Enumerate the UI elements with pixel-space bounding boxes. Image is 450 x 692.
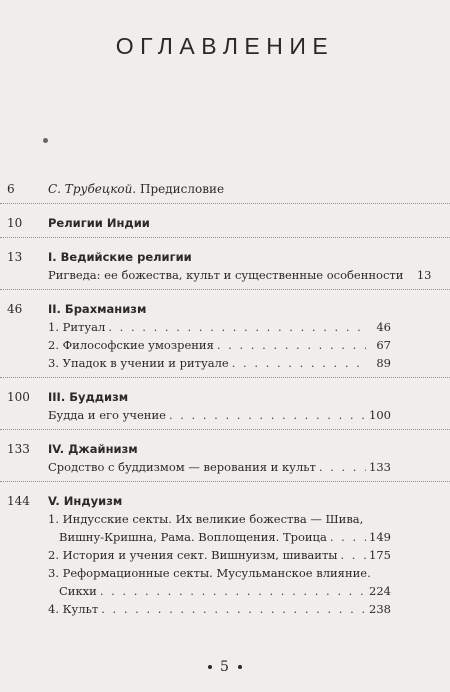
leader-dots <box>319 458 366 476</box>
toc-entry[interactable] <box>0 582 450 600</box>
toc-entry[interactable] <box>0 336 450 354</box>
entry-label: Ригведа: ее божества, культ и существенные особенности <box>48 268 404 282</box>
page-footer <box>0 659 450 675</box>
section-heading: II. Брахманизм <box>48 302 147 316</box>
section-page-number: 133 <box>7 442 30 456</box>
entry-page-number: 13 <box>416 268 432 282</box>
section-page-number: 100 <box>7 390 30 404</box>
toc-section-brahmanism[interactable] <box>0 300 450 318</box>
section-divider <box>0 429 450 431</box>
section-heading: V. Индуизм <box>48 494 123 508</box>
section-divider <box>0 289 450 291</box>
section-page-number: 6 <box>7 182 15 196</box>
leader-dots <box>217 336 366 354</box>
toc-section-religions-of-india[interactable] <box>0 214 450 232</box>
toc-entry[interactable] <box>0 266 450 284</box>
toc-entry[interactable] <box>0 406 450 424</box>
section-page-number: 144 <box>7 494 30 508</box>
entry-page-number: 100 <box>369 408 391 422</box>
section-page-number: 46 <box>7 302 23 316</box>
entry-page-number: 133 <box>369 460 391 474</box>
section-divider <box>0 237 450 239</box>
toc-section-vedic[interactable] <box>0 248 450 266</box>
entry-label: Сикхи <box>59 584 97 598</box>
entry-page-number: 175 <box>369 548 391 562</box>
leader-dots <box>232 354 366 372</box>
entry-label: 2. История и учения сект. Вишнуизм, шиваиты <box>48 548 338 562</box>
leader-dots <box>340 546 366 564</box>
toc-entry[interactable] <box>0 546 450 564</box>
entry-label: 3. Упадок в учении и ритуале <box>48 356 229 370</box>
toc-section-jainism[interactable] <box>0 440 450 458</box>
entry-label: Сродство с буддизмом — верования и культ <box>48 460 316 474</box>
section-page-number: 10 <box>7 216 23 230</box>
section-page-number: 13 <box>7 250 23 264</box>
page-title: ОГЛАВЛЕНИЕ <box>115 33 335 59</box>
section-divider <box>0 203 450 205</box>
section-heading: Религии Индии <box>48 216 150 230</box>
entry-page-number: 149 <box>369 530 391 544</box>
entry-label: 2. Философские умозрения <box>48 338 214 352</box>
leader-dots <box>108 318 366 336</box>
section-heading: III. Буддизм <box>48 390 129 404</box>
section-heading: I. Ведийские религии <box>48 250 192 264</box>
toc-entry[interactable] <box>0 564 450 582</box>
entry-label: 4. Культ <box>48 602 99 616</box>
leader-dots <box>101 600 366 618</box>
section-heading: IV. Джайнизм <box>48 442 138 456</box>
print-mark <box>43 138 48 143</box>
entry-page-number: 67 <box>376 338 391 352</box>
toc-section-preface[interactable] <box>0 180 450 198</box>
entry-label: 3. Реформационные секты. Мусульманское влияние. <box>48 566 371 580</box>
entry-label: 1. Индусские секты. Их великие божества — Шива, <box>48 512 364 526</box>
entry-label: 1. Ритуал <box>48 320 106 334</box>
bullet-ornament <box>238 665 242 669</box>
leader-dots <box>169 406 366 424</box>
leader-dots <box>100 582 366 600</box>
bullet-ornament <box>208 665 212 669</box>
toc-section-hinduism[interactable] <box>0 492 450 510</box>
toc-entry[interactable] <box>0 318 450 336</box>
entry-page-number: 238 <box>369 602 391 616</box>
section-divider <box>0 481 450 483</box>
toc-entry[interactable] <box>0 510 450 528</box>
toc-entry[interactable] <box>0 600 450 618</box>
leader-dots <box>330 528 366 546</box>
toc-entry[interactable] <box>0 458 450 476</box>
footer-page-number: 5 <box>220 659 230 675</box>
entry-label: Будда и его учение <box>48 408 166 422</box>
entry-page-number: 46 <box>376 320 391 334</box>
entry-page-number: 89 <box>376 356 391 370</box>
toc-entry[interactable] <box>0 354 450 372</box>
entry-label: Вишну-Кришна, Рама. Воплощения. Троица <box>59 530 327 544</box>
section-heading: С. Трубецкой. Предисловие <box>48 182 225 196</box>
toc-section-buddhism[interactable] <box>0 388 450 406</box>
toc-entry[interactable] <box>0 528 450 546</box>
entry-page-number: 224 <box>369 584 391 598</box>
section-divider <box>0 377 450 379</box>
